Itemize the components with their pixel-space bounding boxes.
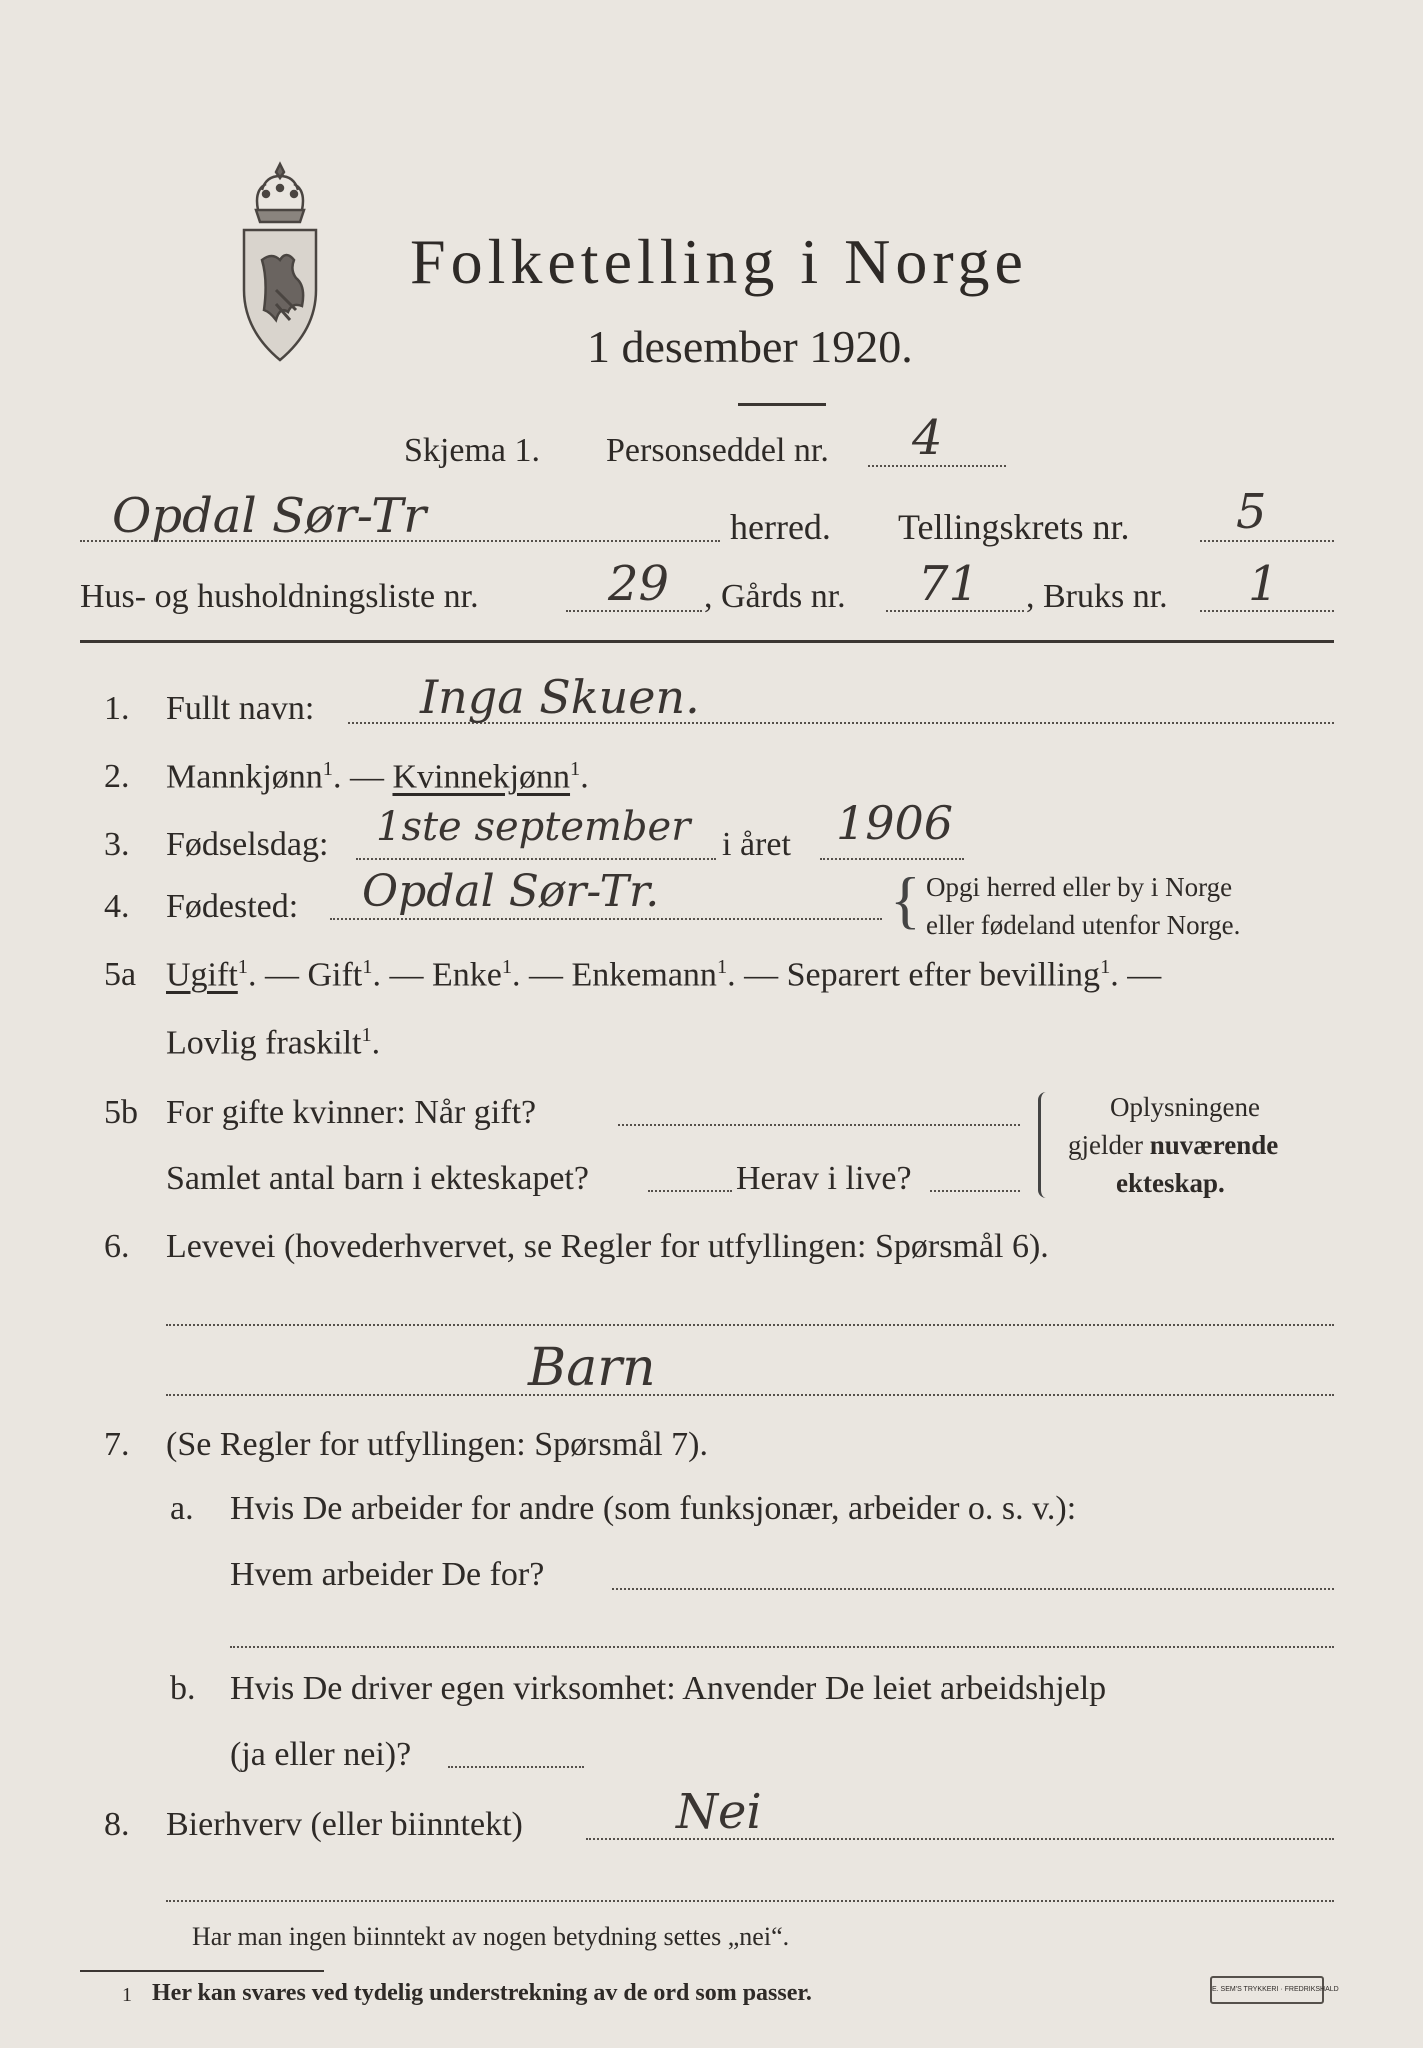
q7a-line1 xyxy=(612,1588,1334,1590)
form-date: 1 desember 1920. xyxy=(587,321,913,372)
q1-label: Fullt navn: xyxy=(166,690,315,727)
coat-of-arms-icon xyxy=(236,160,324,365)
footnote-text: Her kan svares ved tydelig understrekning av de ord som passer. xyxy=(152,1980,812,2006)
q8-line2 xyxy=(166,1900,1334,1902)
q7a-text: Hvis De arbeider for andre (som funksjonær, arbeider o. s. v.): xyxy=(230,1490,1077,1527)
q8-label: Bierhverv (eller biinntekt) xyxy=(166,1806,523,1843)
bruks-label: , Bruks nr. xyxy=(1026,578,1168,615)
footnote-divider xyxy=(80,1970,324,1972)
q5a-line2: Lovlig fraskilt$^1$. xyxy=(166,1024,381,1062)
option-kvinnekjonn[interactable]: Kvinnekjønn xyxy=(392,758,571,796)
q5b-married-when-line xyxy=(618,1124,1020,1126)
q7-label: (Se Regler for utfyllingen: Spørsmål 7). xyxy=(166,1426,709,1463)
q2-sex-options: Mannkjønn$^1$. — Kvinnekjønn$^1$. xyxy=(166,758,589,796)
q5b-note-line1: Oplysningene xyxy=(1110,1092,1260,1122)
q5b-children-line xyxy=(648,1190,732,1192)
q5b-married-when-label: For gifte kvinner: Når gift? xyxy=(166,1094,537,1131)
q7b-line xyxy=(448,1766,584,1768)
option-gift[interactable]: . — Gift xyxy=(247,956,363,994)
side-income-value[interactable]: Nei xyxy=(676,1784,762,1840)
hus-value[interactable]: 29 xyxy=(608,556,670,612)
q5b-note-bracket xyxy=(1038,1092,1049,1198)
q3-year-line xyxy=(820,858,964,860)
option-separert[interactable]: . — Separert efter bevilling xyxy=(727,956,1101,994)
q8-number: 8. xyxy=(104,1806,130,1843)
skjema-label: Skjema 1. xyxy=(404,432,540,469)
q5b-note-line2: gjelder nuværende xyxy=(1068,1130,1279,1160)
footnote-number: 1 xyxy=(122,1984,132,2006)
q4-note-brace: { xyxy=(890,864,921,935)
q5a-status-options: Ugift$^1$. — Gift$^1$. — Enke$^1$. — Enkemann$^1$. — Separert efter bevilling$^1$. — xyxy=(166,956,1162,994)
q3-number: 3. xyxy=(104,826,130,863)
q4-note-line1: Opgi herred eller by i Norge xyxy=(926,872,1233,902)
bruks-value[interactable]: 1 xyxy=(1248,556,1279,612)
gards-label: , Gårds nr. xyxy=(704,578,846,615)
printer-stamp: E. SEM'S TRYKKERI · FREDRIKSHALD xyxy=(1210,1976,1324,2004)
personseddel-value[interactable]: 4 xyxy=(912,410,943,466)
option-enke[interactable]: . — Enke xyxy=(372,956,502,994)
q7a-question: Hvem arbeider De for? xyxy=(230,1556,545,1593)
full-name-value[interactable]: Inga Skuen. xyxy=(420,670,700,724)
q5b-number: 5b xyxy=(104,1094,138,1131)
q5b-children-label: Samlet antal barn i ekteskapet? xyxy=(166,1160,589,1197)
herred-label: herred. xyxy=(730,507,831,547)
q6-line2 xyxy=(166,1394,1334,1396)
footer-note: Har man ingen biinntekt av nogen betydning settes „nei“. xyxy=(192,1922,790,1951)
gards-value[interactable]: 71 xyxy=(918,556,980,612)
q1-number: 1. xyxy=(104,690,130,727)
q4-note-line2: eller fødeland utenfor Norge. xyxy=(926,910,1241,940)
title-divider xyxy=(738,403,826,406)
q3-date-line xyxy=(356,858,716,860)
q7a-number: a. xyxy=(170,1490,194,1527)
q7a-line2 xyxy=(230,1646,1334,1648)
q7b-question: (ja eller nei)? xyxy=(230,1736,412,1773)
q5b-alive-label: Herav i live? xyxy=(736,1160,912,1197)
tellingskrets-label: Tellingskrets nr. xyxy=(898,507,1130,547)
q3-year-label: i året xyxy=(722,826,791,863)
q6-line1 xyxy=(166,1324,1334,1326)
q4-line xyxy=(330,918,882,920)
option-ugift[interactable]: Ugift xyxy=(166,956,238,994)
q3-label: Fødselsdag: xyxy=(166,826,329,863)
hus-label: Hus- og husholdningsliste nr. xyxy=(80,578,479,615)
q6-number: 6. xyxy=(104,1228,130,1265)
q6-label: Levevei (hovederhvervet, se Regler for utfyllingen: Spørsmål 6). xyxy=(166,1228,1049,1265)
option-lovlig-fraskilt[interactable]: Lovlig fraskilt xyxy=(166,1024,362,1062)
birthplace-value[interactable]: Opdal Sør-Tr. xyxy=(362,866,660,917)
q4-number: 4. xyxy=(104,888,130,925)
q7b-text: Hvis De driver egen virksomhet: Anvender De leiet arbeidshjelp xyxy=(230,1670,1107,1707)
q7b-number: b. xyxy=(170,1670,196,1707)
q5a-number: 5a xyxy=(104,956,137,993)
personseddel-label: Personseddel nr. xyxy=(606,432,829,469)
herred-value[interactable]: Opdal Sør-Tr xyxy=(112,488,427,544)
q4-label: Fødested: xyxy=(166,888,299,925)
q7-number: 7. xyxy=(104,1426,130,1463)
q5b-alive-line xyxy=(930,1190,1020,1192)
option-mannkjonn[interactable]: Mannkjønn xyxy=(166,758,323,796)
q5b-note-line3: ekteskap. xyxy=(1116,1168,1225,1198)
form-title: Folketelling i Norge xyxy=(410,226,1028,297)
header-divider xyxy=(80,640,1334,643)
tellingskrets-value[interactable]: 5 xyxy=(1236,484,1267,540)
tellingskrets-line xyxy=(1200,540,1334,542)
option-enkemann[interactable]: . — Enkemann xyxy=(512,956,717,994)
birth-year-value[interactable]: 1906 xyxy=(836,796,954,850)
birthday-value[interactable]: 1ste september xyxy=(376,804,691,850)
q2-number: 2. xyxy=(104,758,130,795)
occupation-value[interactable]: Barn xyxy=(528,1338,656,1398)
